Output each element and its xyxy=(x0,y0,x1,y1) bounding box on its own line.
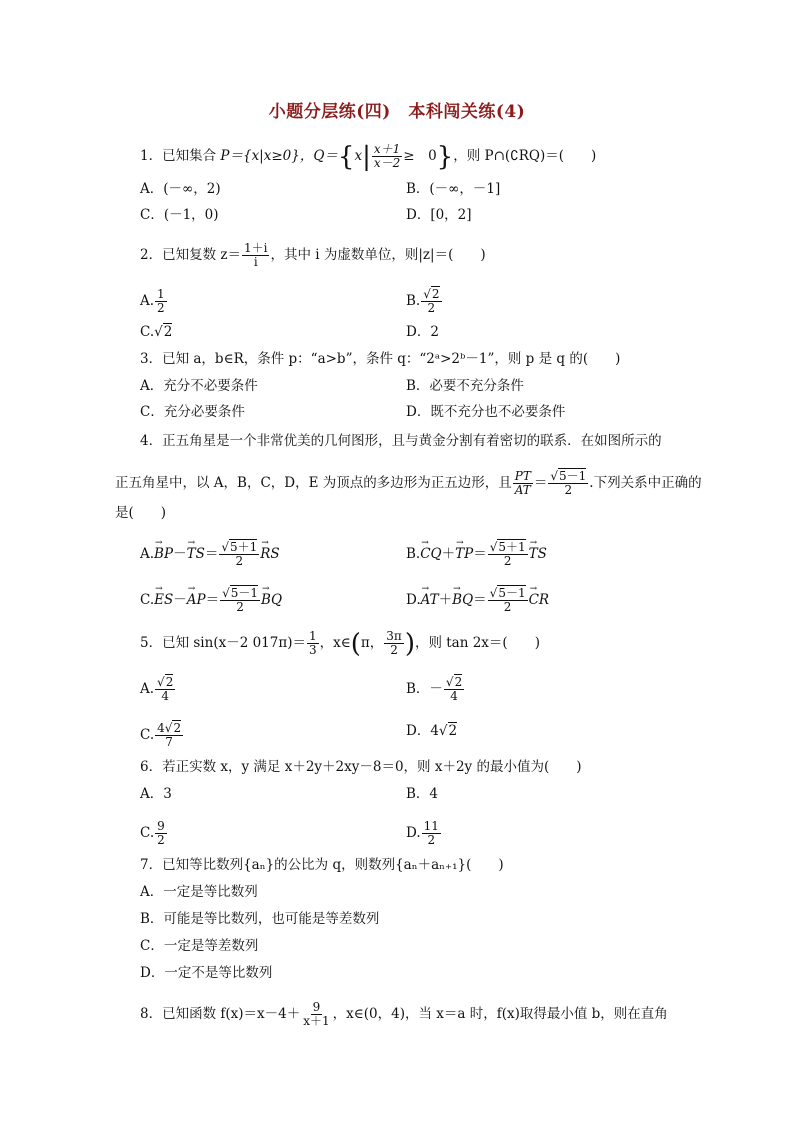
vector: → CQ xyxy=(420,545,441,563)
vector: → BQ xyxy=(261,591,282,609)
q1-set-q-condition: ≥ 0 xyxy=(403,148,437,164)
option-label: B. xyxy=(406,293,421,309)
q2-option-b xyxy=(406,288,443,315)
option-label: C. xyxy=(140,592,155,608)
option-label: A. xyxy=(140,681,155,697)
q1-fraction xyxy=(372,143,402,170)
coefficient: 4 xyxy=(157,721,165,735)
option-fraction xyxy=(155,676,175,703)
q4-option-b xyxy=(406,541,547,568)
fraction-denominator: 2 xyxy=(157,301,165,315)
radicand: 2 xyxy=(448,723,458,739)
q1-set-p: P＝{x|x≥0}， xyxy=(220,148,314,164)
question-4-line-3: 是( ) xyxy=(115,505,167,521)
option-label: D. xyxy=(406,592,421,608)
option-fraction xyxy=(219,541,259,568)
fraction-denominator: 4 xyxy=(450,689,458,703)
q1-set-q-var: x xyxy=(354,148,363,164)
q5-fraction-1 xyxy=(307,630,319,657)
option-fraction xyxy=(488,541,528,568)
q2-option-a xyxy=(140,288,168,315)
fraction-numerator: √5－1 xyxy=(489,586,526,600)
question-1-stem xyxy=(140,143,596,170)
q2-option-c: C.√2 xyxy=(140,324,173,340)
fraction-denominator: i xyxy=(253,255,258,269)
radicand: 5－1 xyxy=(498,586,526,600)
q7-option-c: C．一定是等差数列 xyxy=(140,938,259,954)
option-label: B. xyxy=(406,546,421,562)
q5-option-d: D．4√2 xyxy=(406,723,458,739)
q3-option-d: D．既不充分也不必要条件 xyxy=(406,404,566,420)
option-label: C. xyxy=(140,825,155,841)
option-fraction xyxy=(421,288,441,315)
vector: → BP xyxy=(154,545,173,563)
q4-fraction-golden xyxy=(548,470,588,497)
q7-option-d: D．一定不是等比数列 xyxy=(140,965,273,981)
fraction-denominator: 4 xyxy=(161,689,170,703)
radicand: 2 xyxy=(431,287,440,301)
radicand: 2 xyxy=(163,324,173,340)
interval-start: π， xyxy=(360,635,384,651)
q4-text: 正五角星中，以 A，B，C，D，E 为顶点的多边形为正五边形，且 xyxy=(115,475,512,491)
operator: ＋ xyxy=(441,546,456,562)
radicand: 2 xyxy=(173,721,182,735)
q1-set-q-label: Q＝ xyxy=(313,148,338,164)
q3-option-c: C．充分必要条件 xyxy=(140,404,245,420)
fraction-denominator: 2 xyxy=(427,301,436,315)
equals-sign: ＝ xyxy=(473,592,487,608)
option-label: D．4 xyxy=(406,723,439,739)
q4-option-a xyxy=(140,541,280,568)
fraction-denominator: AT xyxy=(514,483,531,497)
fraction-denominator: 2 xyxy=(236,600,244,614)
q6-option-d xyxy=(406,820,442,847)
question-5-stem xyxy=(140,630,540,657)
operator: － xyxy=(173,592,187,608)
q2-stem-tail: ，其中 i 为虚数单位，则|z|＝( ) xyxy=(270,247,486,263)
question-7-stem: 7．已知等比数列{aₙ}的公比为 q，则数列{aₙ＋aₙ₊₁}( ) xyxy=(140,857,504,873)
option-label: D. xyxy=(406,825,421,841)
option-fraction xyxy=(422,820,441,847)
option-fraction xyxy=(488,587,528,614)
fraction-numerator: 1 xyxy=(157,287,165,301)
page-title: 小题分层练(四) 本科闯关练(4) xyxy=(268,102,526,122)
equals-sign: ＝ xyxy=(205,592,220,608)
fraction-numerator: √2 xyxy=(445,675,463,689)
q7-option-a: A．一定是等比数列 xyxy=(140,884,258,900)
fraction-denominator: 2 xyxy=(503,554,512,568)
fraction-numerator: √2 xyxy=(157,675,174,689)
fraction-numerator: x＋1 xyxy=(373,142,401,156)
fraction-denominator: 3 xyxy=(309,643,317,657)
radicand: 2 xyxy=(165,675,174,689)
fraction-numerator: √5－1 xyxy=(550,469,587,483)
question-8-stem xyxy=(140,1001,668,1028)
q4-fraction-pt-at xyxy=(513,470,533,497)
fraction-numerator: 9 xyxy=(312,1000,321,1014)
radicand: 5＋1 xyxy=(498,540,526,554)
option-label: C. xyxy=(140,727,155,743)
q5-option-c xyxy=(140,722,184,749)
q1-option-d: D．[0，2] xyxy=(406,207,472,223)
q5-text-tail: ，则 tan 2x＝( ) xyxy=(414,635,540,651)
vector: → RS xyxy=(260,545,279,563)
vector: → ES xyxy=(154,591,173,609)
bar-icon: | xyxy=(362,141,371,172)
left-paren-icon: ( xyxy=(350,628,361,659)
q5-option-b xyxy=(406,676,465,703)
fraction-numerator: 1 xyxy=(309,629,317,643)
q4-option-d xyxy=(406,587,549,614)
question-2-stem xyxy=(140,242,486,269)
fraction-denominator: 2 xyxy=(564,483,573,497)
q8-text: 8．已知函数 f(x)＝x－4＋ xyxy=(140,1006,301,1022)
q5-option-a xyxy=(140,676,176,703)
fraction-numerator: √5－1 xyxy=(222,586,259,600)
radicand: 5＋1 xyxy=(229,540,258,554)
fraction-denominator: 2 xyxy=(157,833,165,847)
q2-fraction xyxy=(242,242,269,269)
option-fraction xyxy=(444,676,464,703)
option-fraction xyxy=(220,587,260,614)
q6-option-c xyxy=(140,820,168,847)
equals-sign: ＝ xyxy=(473,546,487,562)
vector: → BQ xyxy=(452,591,473,609)
fraction-denominator: x＋1 xyxy=(303,1014,330,1028)
vector: → AT xyxy=(421,591,439,609)
radicand: 5－1 xyxy=(230,586,259,600)
fraction-numerator: √5＋1 xyxy=(221,540,258,554)
q2-stem-text: 2．已知复数 z＝ xyxy=(140,247,241,263)
question-4-line-1: 4．正五角星是一个非常优美的几何图形，且与黄金分割有着密切的联系．在如图所示的 xyxy=(140,433,662,449)
question-6-stem: 6．若正实数 x，y 满足 x＋2y＋2xy－8＝0，则 x＋2y 的最小值为( ) xyxy=(140,759,582,775)
vector: → TS xyxy=(187,545,205,563)
right-paren-icon: ) xyxy=(404,628,415,659)
equals-sign: ＝ xyxy=(533,475,548,491)
vector: → TP xyxy=(455,545,473,563)
q5-text: 5．已知 sin(x－2 017π)＝ xyxy=(140,635,306,651)
fraction-numerator: 1＋i xyxy=(244,241,268,255)
q6-option-a: A．3 xyxy=(140,786,172,802)
fraction-numerator: 3π xyxy=(386,629,402,643)
q3-option-a: A．充分不必要条件 xyxy=(140,378,258,394)
q3-option-b: B．必要不充分条件 xyxy=(406,378,524,394)
option-fraction xyxy=(155,722,183,749)
option-fraction xyxy=(155,288,167,315)
q2-option-d: D．2 xyxy=(406,324,439,340)
equals-sign: ＝ xyxy=(204,546,219,562)
q4-text-tail: .下列关系中正确的 xyxy=(589,475,702,491)
radicand: 2 xyxy=(454,675,463,689)
operator: － xyxy=(173,546,187,562)
vector: → AP xyxy=(187,591,206,609)
question-3-stem: 3．已知 a，b∈R，条件 p：“a>b”，条件 q：“2ᵃ>2ᵇ－1”，则 p 是 q 的( ) xyxy=(140,351,621,367)
fraction-denominator: 2 xyxy=(503,600,512,614)
operator: ＋ xyxy=(438,592,453,608)
q7-option-b: B．可能是等比数列，也可能是等差数列 xyxy=(140,911,380,927)
fraction-denominator: 2 xyxy=(427,833,436,847)
option-label: B．－ xyxy=(406,681,443,697)
left-brace-icon: { xyxy=(337,141,355,172)
q1-stem-tail: ，则 P∩(∁RQ)＝( ) xyxy=(453,148,597,164)
option-label: C. xyxy=(140,324,155,340)
radicand: 5－1 xyxy=(559,469,587,483)
option-label: A. xyxy=(140,293,155,309)
option-label: A. xyxy=(140,546,155,562)
fraction-numerator: PT xyxy=(514,469,531,483)
q1-option-b: B．(－∞，－1] xyxy=(406,181,501,197)
q8-fraction xyxy=(301,1001,331,1028)
q8-text-tail: ，x∈(0，4)，当 x＝a 时，f(x)取得最小值 b，则在直角 xyxy=(332,1006,668,1022)
fraction-numerator: 9 xyxy=(157,819,165,833)
fraction-denominator: 2 xyxy=(390,643,398,657)
q4-option-c xyxy=(140,587,282,614)
vector: → CR xyxy=(529,591,550,609)
vector: → TS xyxy=(529,545,547,563)
question-4-line-2 xyxy=(115,470,702,497)
q5-text-mid: ，x∈ xyxy=(319,635,351,651)
q5-fraction-2 xyxy=(384,630,404,657)
q1-option-c: C．(－1，0) xyxy=(140,207,219,223)
q1-stem-text: 1．已知集合 xyxy=(140,148,221,164)
fraction-denominator: 2 xyxy=(235,554,244,568)
q6-option-b: B．4 xyxy=(406,786,439,802)
fraction-numerator: 4√2 xyxy=(157,721,182,735)
option-fraction xyxy=(155,820,167,847)
fraction-numerator: 11 xyxy=(423,819,439,833)
fraction-numerator: √2 xyxy=(423,287,440,301)
right-brace-icon: } xyxy=(436,141,454,172)
q1-option-a: A．(－∞，2) xyxy=(140,181,221,197)
fraction-numerator: √5＋1 xyxy=(489,540,526,554)
fraction-denominator: x－2 xyxy=(373,156,401,170)
fraction-denominator: 7 xyxy=(165,735,173,749)
